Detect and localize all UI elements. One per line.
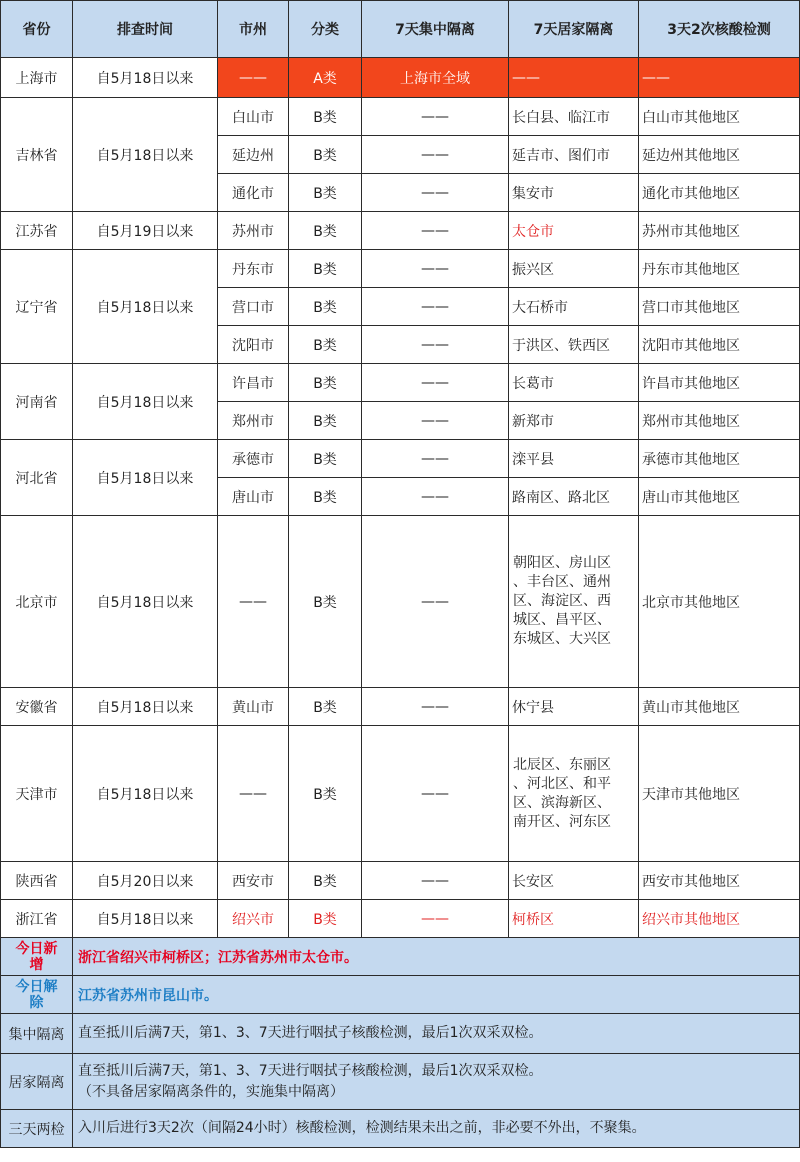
home-cell: —— (509, 58, 639, 98)
city-cell: 苏州市 (218, 212, 289, 250)
city-cell: 丹东市 (218, 250, 289, 288)
table-row (1, 58, 800, 98)
home-cell-line: 、丰台区、通州 (513, 574, 611, 590)
central-cell: —— (362, 174, 509, 212)
today-added-row (1, 938, 800, 976)
header-category: 分类 (289, 1, 362, 58)
home-cell: 振兴区 (509, 250, 639, 288)
category-cell: B类 (289, 516, 362, 688)
category-cell: B类 (289, 174, 362, 212)
province-cell: 陕西省 (1, 862, 73, 900)
city-cell: 沈阳市 (218, 326, 289, 364)
central-cell: —— (362, 478, 509, 516)
header-screening-time: 排查时间 (73, 1, 218, 58)
header-city: 市州 (218, 1, 289, 58)
central-cell: —— (362, 402, 509, 440)
central-cell: —— (362, 288, 509, 326)
today-lifted-row (1, 976, 800, 1014)
table-row (1, 250, 800, 288)
time-cell: 自5月18日以来 (73, 688, 218, 726)
central-cell: —— (362, 212, 509, 250)
category-cell: B类 (289, 440, 362, 478)
province-cell: 江苏省 (1, 212, 73, 250)
category-cell: B类 (289, 478, 362, 516)
category-cell: B类 (289, 288, 362, 326)
home-cell: 滦平县 (509, 440, 639, 478)
home-cell: 延吉市、图们市 (509, 136, 639, 174)
central-cell: —— (362, 900, 509, 938)
table-row (1, 364, 800, 402)
province-cell: 吉林省 (1, 98, 73, 212)
time-cell: 自5月18日以来 (73, 440, 218, 516)
province-cell: 天津市 (1, 726, 73, 862)
central-cell: —— (362, 98, 509, 136)
today-added-text: 浙江省绍兴市柯桥区；江苏省苏州市太仓市。 (73, 938, 800, 976)
time-cell: 自5月18日以来 (73, 364, 218, 440)
rule-line: 直至抵川后满7天，第1、3、7天进行咽拭子核酸检测，最后1次双采双检。 (78, 1025, 543, 1041)
today-added-label (1, 938, 73, 976)
category-cell: B类 (289, 136, 362, 174)
category-cell: B类 (289, 900, 362, 938)
table-row (1, 862, 800, 900)
central-cell: —— (362, 250, 509, 288)
test-cell: 许昌市其他地区 (639, 364, 800, 402)
province-cell: 河北省 (1, 440, 73, 516)
home-cell (509, 726, 639, 862)
home-cell: 长白县、临江市 (509, 98, 639, 136)
test-cell: 唐山市其他地区 (639, 478, 800, 516)
home-cell: 新郑市 (509, 402, 639, 440)
category-cell: B类 (289, 688, 362, 726)
province-cell: 上海市 (1, 58, 73, 98)
test-cell: 通化市其他地区 (639, 174, 800, 212)
test-cell: 绍兴市其他地区 (639, 900, 800, 938)
test-cell: 苏州市其他地区 (639, 212, 800, 250)
central-cell: —— (362, 688, 509, 726)
home-cell-line: 东城区、大兴区 (513, 631, 611, 647)
rule-row (1, 1014, 800, 1054)
table-row (1, 688, 800, 726)
home-cell: 路南区、路北区 (509, 478, 639, 516)
test-cell: 沈阳市其他地区 (639, 326, 800, 364)
home-cell-line: 区、滨海新区、 (513, 794, 611, 811)
table-row (1, 726, 800, 862)
city-cell: 延边州 (218, 136, 289, 174)
central-cell: —— (362, 726, 509, 862)
table-row (1, 98, 800, 136)
home-cell-line: 城区、昌平区、 (513, 612, 611, 628)
time-cell: 自5月18日以来 (73, 58, 218, 98)
category-cell: B类 (289, 250, 362, 288)
today-added-label-line: 增 (29, 956, 44, 973)
central-cell: —— (362, 326, 509, 364)
central-cell: —— (362, 862, 509, 900)
table-row (1, 212, 800, 250)
time-cell: 自5月18日以来 (73, 250, 218, 364)
today-lifted-label-line: 今日解 (15, 978, 58, 995)
city-cell: 郑州市 (218, 402, 289, 440)
city-cell: 通化市 (218, 174, 289, 212)
header-row (1, 1, 800, 58)
home-cell: 大石桥市 (509, 288, 639, 326)
province-cell: 北京市 (1, 516, 73, 688)
home-cell: 集安市 (509, 174, 639, 212)
test-cell: 黄山市其他地区 (639, 688, 800, 726)
header-home-quarantine: 7天居家隔离 (509, 1, 639, 58)
category-cell: B类 (289, 98, 362, 136)
city-cell: 黄山市 (218, 688, 289, 726)
home-cell: 柯桥区 (509, 900, 639, 938)
rule-central-label: 集中隔离 (1, 1014, 73, 1054)
city-cell: 承德市 (218, 440, 289, 478)
home-cell: 于洪区、铁西区 (509, 326, 639, 364)
time-cell: 自5月18日以来 (73, 516, 218, 688)
category-cell: B类 (289, 726, 362, 862)
rule-line: （不具备居家隔离条件的，实施集中隔离） (78, 1083, 344, 1100)
today-lifted-text: 江苏省苏州市昆山市。 (73, 976, 800, 1014)
city-cell: 许昌市 (218, 364, 289, 402)
central-cell: —— (362, 516, 509, 688)
test-cell: 北京市其他地区 (639, 516, 800, 688)
province-cell: 辽宁省 (1, 250, 73, 364)
rule-row (1, 1110, 800, 1148)
central-cell: —— (362, 440, 509, 478)
header-central-quarantine: 7天集中隔离 (362, 1, 509, 58)
rule-test-label: 三天两检 (1, 1110, 73, 1148)
rule-home-text (73, 1054, 800, 1110)
test-cell: 延边州其他地区 (639, 136, 800, 174)
home-cell: 休宁县 (509, 688, 639, 726)
home-cell-line: 北辰区、东丽区 (513, 756, 611, 773)
home-cell-line: 南开区、河东区 (513, 813, 611, 830)
test-cell: —— (639, 58, 800, 98)
province-cell: 河南省 (1, 364, 73, 440)
today-added-label-line: 今日新 (15, 940, 58, 957)
header-province: 省份 (1, 1, 73, 58)
province-cell: 安徽省 (1, 688, 73, 726)
rule-row (1, 1054, 800, 1110)
test-cell: 承德市其他地区 (639, 440, 800, 478)
city-cell: —— (218, 516, 289, 688)
city-cell: 西安市 (218, 862, 289, 900)
today-lifted-label-line: 除 (29, 994, 44, 1011)
home-cell-line: 区、海淀区、西 (513, 593, 611, 609)
home-cell: 长葛市 (509, 364, 639, 402)
city-cell: —— (218, 58, 289, 98)
category-cell: B类 (289, 212, 362, 250)
city-cell: 唐山市 (218, 478, 289, 516)
rule-line: 入川后进行3天2次（间隔24小时）核酸检测，检测结果未出之前，非必要不外出，不聚集。 (78, 1120, 646, 1136)
test-cell: 天津市其他地区 (639, 726, 800, 862)
time-cell: 自5月18日以来 (73, 726, 218, 862)
table-row (1, 900, 800, 938)
today-lifted-label (1, 976, 73, 1014)
time-cell: 自5月18日以来 (73, 98, 218, 212)
city-cell: —— (218, 726, 289, 862)
category-cell: B类 (289, 364, 362, 402)
test-cell: 西安市其他地区 (639, 862, 800, 900)
time-cell: 自5月20日以来 (73, 862, 218, 900)
category-cell: B类 (289, 402, 362, 440)
test-cell: 白山市其他地区 (639, 98, 800, 136)
city-cell: 营口市 (218, 288, 289, 326)
rule-line: 直至抵川后满7天，第1、3、7天进行咽拭子核酸检测，最后1次双采双检。 (78, 1062, 543, 1079)
home-cell (509, 516, 639, 688)
time-cell: 自5月18日以来 (73, 900, 218, 938)
time-cell: 自5月19日以来 (73, 212, 218, 250)
home-cell: 长安区 (509, 862, 639, 900)
table-row (1, 516, 800, 688)
category-cell: B类 (289, 862, 362, 900)
rule-home-label: 居家隔离 (1, 1054, 73, 1110)
category-cell: A类 (289, 58, 362, 98)
home-cell: 太仓市 (509, 212, 639, 250)
home-cell-line: 朝阳区、房山区 (513, 555, 611, 571)
central-cell: —— (362, 364, 509, 402)
province-cell: 浙江省 (1, 900, 73, 938)
test-cell: 营口市其他地区 (639, 288, 800, 326)
rule-test-text (73, 1110, 800, 1148)
category-cell: B类 (289, 326, 362, 364)
city-cell: 白山市 (218, 98, 289, 136)
city-cell: 绍兴市 (218, 900, 289, 938)
rule-central-text (73, 1014, 800, 1054)
home-cell-line: 、河北区、和平 (513, 775, 611, 792)
central-cell: 上海市全域 (362, 58, 509, 98)
table-row (1, 440, 800, 478)
header-nucleic-test: 3天2次核酸检测 (639, 1, 800, 58)
test-cell: 郑州市其他地区 (639, 402, 800, 440)
central-cell: —— (362, 136, 509, 174)
test-cell: 丹东市其他地区 (639, 250, 800, 288)
